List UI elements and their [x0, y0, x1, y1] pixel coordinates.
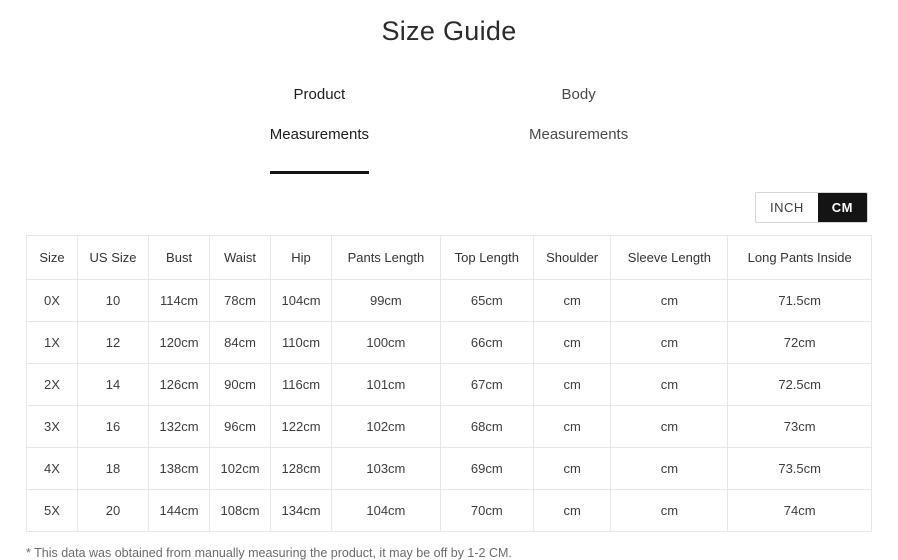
cell-bust: 126cm: [149, 364, 210, 406]
size-guide-page: [0, 16, 898, 560]
cell-bust: 132cm: [149, 406, 210, 448]
table-row: [27, 490, 872, 532]
col-hip: Hip: [271, 236, 332, 280]
size-table-body: [27, 280, 872, 532]
col-us-size: US Size: [78, 236, 149, 280]
cell-hip: 104cm: [271, 280, 332, 322]
cell-bust: 144cm: [149, 490, 210, 532]
cell-sleeve-length: cm: [611, 448, 728, 490]
cell-pants-length: 101cm: [332, 364, 441, 406]
measurement-footnote: * This data was obtained from manually measuring the product, it may be off by 1-2 CM.: [26, 546, 512, 560]
cell-top-length: 65cm: [440, 280, 533, 322]
cell-bust: 138cm: [149, 448, 210, 490]
cell-sleeve-length: cm: [611, 280, 728, 322]
cell-us-size: 18: [78, 448, 149, 490]
cell-us-size: 10: [78, 280, 149, 322]
cell-shoulder: cm: [533, 406, 611, 448]
cell-long-pants-inside: 73cm: [728, 406, 872, 448]
cell-top-length: 69cm: [440, 448, 533, 490]
cell-pants-length: 104cm: [332, 490, 441, 532]
cell-sleeve-length: cm: [611, 406, 728, 448]
cell-pants-length: 103cm: [332, 448, 441, 490]
size-table-wrap: [0, 235, 898, 532]
cell-bust: 114cm: [149, 280, 210, 322]
page-title: Size Guide: [381, 16, 517, 46]
col-pants-length: Pants Length: [332, 236, 441, 280]
cell-size: 1X: [27, 322, 78, 364]
cell-long-pants-inside: 72cm: [728, 322, 872, 364]
tab-product-line1: Product: [293, 86, 346, 103]
cell-waist: 102cm: [210, 448, 271, 490]
cell-us-size: 20: [78, 490, 149, 532]
col-sleeve-length: Sleeve Length: [611, 236, 728, 280]
cell-hip: 122cm: [271, 406, 332, 448]
cell-size: 0X: [27, 280, 78, 322]
cell-shoulder: cm: [533, 490, 611, 532]
cell-long-pants-inside: 72.5cm: [728, 364, 872, 406]
cell-long-pants-inside: 71.5cm: [728, 280, 872, 322]
cell-size: 3X: [27, 406, 78, 448]
cell-top-length: 66cm: [440, 322, 533, 364]
cell-shoulder: cm: [533, 448, 611, 490]
table-row: [27, 448, 872, 490]
cell-long-pants-inside: 74cm: [728, 490, 872, 532]
unit-inch-button[interactable]: INCH: [756, 193, 818, 222]
cell-sleeve-length: cm: [611, 490, 728, 532]
table-row: [27, 406, 872, 448]
cell-waist: 90cm: [210, 364, 271, 406]
col-size: Size: [27, 236, 78, 280]
measurement-tabs: [0, 65, 898, 174]
cell-waist: 108cm: [210, 490, 271, 532]
cell-shoulder: cm: [533, 280, 611, 322]
col-waist: Waist: [210, 236, 271, 280]
table-row: [27, 280, 872, 322]
cell-top-length: 67cm: [440, 364, 533, 406]
cell-sleeve-length: cm: [611, 364, 728, 406]
tab-product-measurements[interactable]: [270, 65, 369, 174]
unit-cm-button[interactable]: CM: [818, 193, 867, 222]
cell-pants-length: 99cm: [332, 280, 441, 322]
cell-waist: 96cm: [210, 406, 271, 448]
table-row: [27, 364, 872, 406]
tab-body-line1: Body: [561, 86, 596, 103]
cell-pants-length: 102cm: [332, 406, 441, 448]
cell-hip: 128cm: [271, 448, 332, 490]
unit-toggle[interactable]: [755, 192, 868, 223]
table-header-row: [27, 236, 872, 280]
table-row: [27, 322, 872, 364]
cell-shoulder: cm: [533, 322, 611, 364]
col-bust: Bust: [149, 236, 210, 280]
cell-size: 4X: [27, 448, 78, 490]
cell-us-size: 14: [78, 364, 149, 406]
cell-long-pants-inside: 73.5cm: [728, 448, 872, 490]
cell-shoulder: cm: [533, 364, 611, 406]
cell-hip: 134cm: [271, 490, 332, 532]
col-shoulder: Shoulder: [533, 236, 611, 280]
cell-size: 5X: [27, 490, 78, 532]
unit-toggle-row: [0, 192, 898, 223]
cell-top-length: 68cm: [440, 406, 533, 448]
cell-size: 2X: [27, 364, 78, 406]
col-top-length: Top Length: [440, 236, 533, 280]
size-table: [26, 235, 872, 532]
cell-bust: 120cm: [149, 322, 210, 364]
cell-waist: 84cm: [210, 322, 271, 364]
col-long-pants-inside: Long Pants Inside: [728, 236, 872, 280]
cell-us-size: 16: [78, 406, 149, 448]
cell-hip: 116cm: [271, 364, 332, 406]
cell-sleeve-length: cm: [611, 322, 728, 364]
cell-pants-length: 100cm: [332, 322, 441, 364]
tab-product-line2: Measurements: [269, 126, 369, 143]
tab-body-line2: Measurements: [529, 126, 629, 143]
tab-body-measurements[interactable]: [529, 65, 628, 174]
cell-waist: 78cm: [210, 280, 271, 322]
size-table-head: [27, 236, 872, 280]
cell-top-length: 70cm: [440, 490, 533, 532]
cell-us-size: 12: [78, 322, 149, 364]
cell-hip: 110cm: [271, 322, 332, 364]
